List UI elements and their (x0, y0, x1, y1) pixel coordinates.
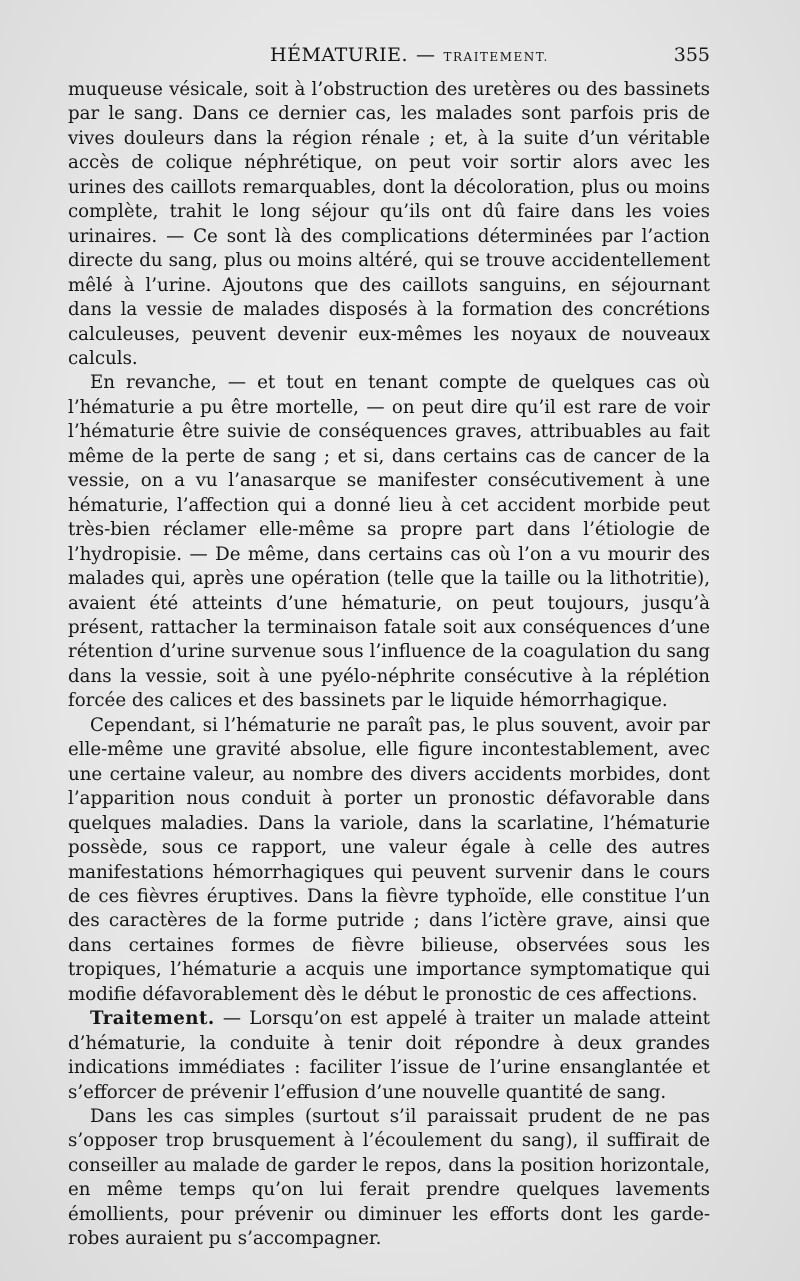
paragraph-4-text: — Lorsqu’on est appelé à traiter un malade atteint d’hématurie, la conduite à tenir doit répondre à deux grandes indications immédiates : faciliter l’issue de l’urine ensanglantée et s’efforcer de prévenir l’effusion d’une nouvelle quantité de sang. (68, 1008, 710, 1103)
paragraph-4 (68, 1007, 710, 1105)
paragraph-3: Cependant, si l’hématurie ne paraît pas, le plus souvent, avoir par elle-même une gravité absolue, elle figure incontestablement, avec une certaine valeur, au nombre des divers accidents morbides, dont l’apparition nous conduit à porter un pronostic défavorable dans quelques maladies. Dans la variole, dans la scarlatine, l’hématurie possède, sous ce rapport, une valeur égale à celle des autres manifestations hémorrhagiques qui peuvent survenir dans le cours de ces fièvres éruptives. Dans la fièvre typhoïde, elle constitue l’un des caractères de la forme putride ; dans l’ictère grave, ainsi que dans certaines formes de fièvre bilieuse, observées sous les tropiques, l’hématurie a acquis une importance symptomatique qui modifie défavorablement dès le début le pronostic de ces affections. (68, 714, 710, 1005)
page-header (68, 44, 710, 74)
running-title (270, 44, 549, 66)
body-text (68, 78, 710, 1252)
page-number: 355 (673, 44, 710, 66)
running-title-section: TRAITEMENT. (443, 50, 549, 64)
paragraph-5: Dans les cas simples (surtout s’il paraissait prudent de ne pas s’opposer trop brusquement à l’écoulement du sang), il suffirait de conseiller au malade de garder le repos, dans la position horizontale, en même temps qu’on lui ferait prendre quelques lavements émollients, pour prévenir ou diminuer les efforts dont les garde-robes auraient pu s’accompagner. (68, 1106, 710, 1250)
paragraph-1: muqueuse vésicale, soit à l’obstruction des uretères ou des bassinets par le sang. Dans ce dernier cas, les malades sont parfois pris de vives douleurs dans la région rénale ; et, à la suite d’un véritable accès de colique néphrétique, on peut voir sortir alors avec les urines des caillots remarquables, dont la décoloration, plus ou moins complète, trahit le long séjour qu’ils ont dû faire dans les voies urinaires. — Ce sont là des complications déterminées par l’action directe du sang, plus ou moins altéré, qui se trouve accidentellement mêlé à l’urine. Ajoutons que des caillots sanguins, en séjournant dans la vessie de malades disposés à la formation des concrétions calculeuses, peuvent devenir eux-mêmes les noyaux de nouveaux calculs. (68, 79, 710, 369)
paragraph-2: En revanche, — et tout en tenant compte de quelques cas où l’hématurie a pu être mortelle, — on peut dire qu’il est rare de voir l’hématurie être suivie de conséquences graves, attribuables au fait même de la perte de sang ; et si, dans certains cas de cancer de la vessie, on a vu l’anasarque se manifester consécutivement à une hématurie, l’affection qui a donné lieu à cet accident morbide peut très-bien réclamer elle-même sa propre part dans l’étiologie de l’hydropisie. — De même, dans certains cas où l’on a vu mourir des malades qui, après une opération (telle que la taille ou la lithotritie), avaient été atteints d’une hématurie, on peut toujours, jusqu’à présent, rattacher la terminaison fatale soit aux conséquences d’une rétention d’urine survenue sous l’influence de la coagulation du sang dans la vessie, soit à une pyélo-néphrite consécutive à la réplétion forcée des calices et des bassinets par le liquide hémorrhagique. (68, 372, 710, 712)
running-title-dash: — (415, 44, 436, 66)
running-title-main: HÉMATURIE. (270, 44, 408, 66)
section-heading-traitement: Traitement. (90, 1008, 215, 1030)
